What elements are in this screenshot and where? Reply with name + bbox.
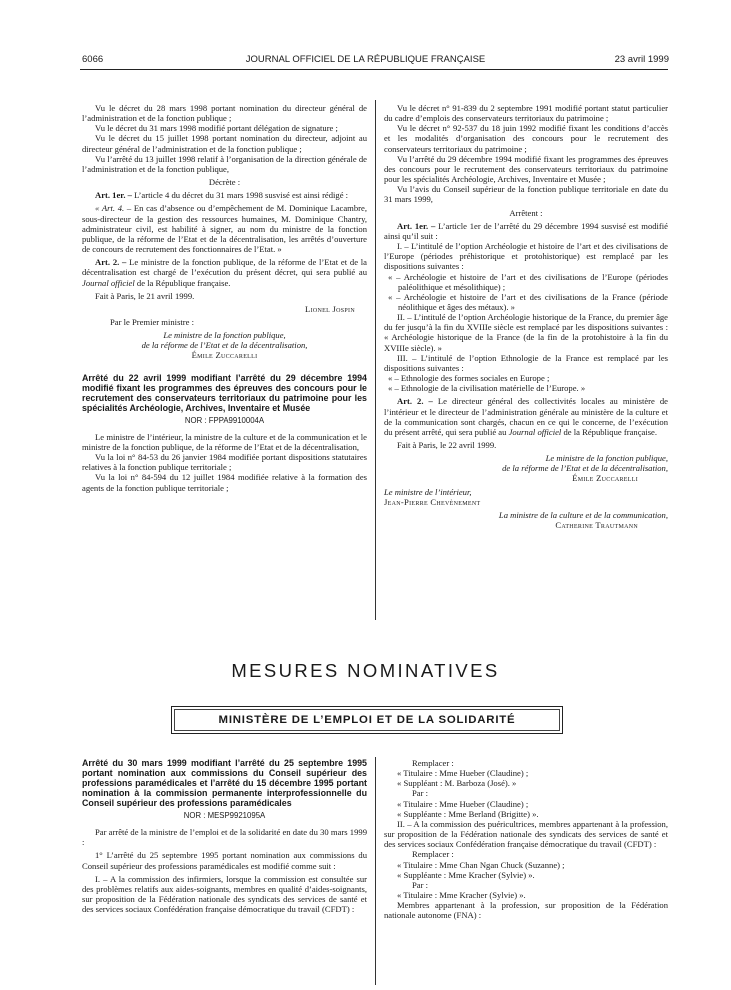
- article-label: Art. 1er. –: [397, 220, 436, 231]
- minister-title: Le ministre de la fonction publique,: [545, 453, 668, 464]
- remplacer-label: Remplacer :: [412, 758, 454, 768]
- paragraph: Vu le décret du 15 juillet 1998 portant nomination du directeur, adjoint au directeur général de l’administration et de la fonction publique ;: [82, 133, 367, 154]
- paragraph: Vu le décret n° 92-537 du 18 juin 1992 modifié fixant les conditions d’accès et les modalités d’organisation des concours pour le recrutement des conservateurs territoriaux du patrimoine ;: [384, 123, 668, 154]
- fait-a-paris: Fait à Paris, le 21 avril 1999.: [95, 290, 195, 301]
- signature: Émile Zuccarelli: [572, 473, 638, 484]
- right-column-bottom: [384, 758, 668, 921]
- paragraph: Le ministre de l’intérieur, la ministre de la culture et de la communication et le ministre de la fonction publique, de la réforme de l’Etat et de la décentralisation,: [82, 431, 367, 452]
- paragraph: Vu la loi n° 84-53 du 26 janvier 1984 modifiée portant dispositions statutaires relatives à la fonction publique territoriale ;: [82, 452, 367, 473]
- list-item: « – Archéologie et histoire de l’art et des civilisations de la France (période néolithique et âges des métaux). »: [388, 291, 668, 312]
- left-column-bottom: [82, 758, 367, 914]
- article-text: En cas d’absence ou d’empêchement de M. Dominique Lacambre, sous-directeur de la gestion des ressources humaines, M. Dominique Chantry, administrateur civil, est habilité à signer, au nom du ministre de la fonction publique, de la réforme de l’Etat et de la décentralisation, les arrêtés d’ouverture de concours de recrutement des fonctionnaires de l’Etat. »: [82, 203, 367, 255]
- list-item: « Suppléante : Mme Kracher (Sylvie) ».: [397, 869, 535, 880]
- paragraph: Vu l’arrêté du 29 décembre 1994 modifié fixant les programmes des épreuves des concours pour le recrutement des conservateurs territoriaux du patrimoine pour les spécialités Archéologie, Archives, Inventaire et Musée ;: [384, 153, 668, 185]
- signature: Lionel Jospin: [305, 303, 355, 314]
- nor-reference: NOR : FPPA9910004A: [184, 415, 265, 425]
- column-divider: [375, 757, 376, 985]
- paragraph: Vu la loi n° 84-594 du 12 juillet 1984 modifiée relative à la formation des agents de la fonction publique territoriale ;: [82, 472, 367, 493]
- section-heading: MESURES NOMINATIVES: [231, 660, 500, 681]
- list-item: « Titulaire : Mme Hueber (Claudine) ;: [397, 768, 529, 779]
- paragraph: I. – A la commission des infirmiers, lorsque la commission est consultée sur des problèmes relatifs aux aides-soignants, membres en qualité d’aides-soignants, sur proposition de la Fédération nationale des syndicats des services de santé et des services sociaux Confédération française démocratique du travail (CFDT) :: [82, 873, 367, 915]
- article-1: [82, 190, 367, 200]
- paragraph: II. – A la commission des puéricultrices, membres appartenant à la profession, sur proposition de la Fédération nationale des syndicats des services de santé et des services sociaux Confédération française démocratique du travail (CFDT) :: [384, 818, 668, 850]
- article-label: Art. 1er. –: [95, 190, 132, 201]
- list-item: « Titulaire : Mme Hueber (Claudine) ;: [397, 798, 529, 809]
- ministry-heading: MINISTÈRE DE L’EMPLOI ET DE LA SOLIDARITÉ: [174, 709, 560, 731]
- arrete-title: Arrêté du 30 mars 1999 modifiant l’arrêté du 25 septembre 1995 portant nomination aux commissions du Conseil supérieur des professions paramédicales et l’arrêté du 15 décembre 1995 portant nomination à la commission permanente interprofessionnelle du Conseil supérieur des professions paramédicales: [82, 758, 367, 808]
- arretent-heading: Arrêtent :: [509, 207, 543, 218]
- article-2: Art. 2. – Le directeur général des collectivités locales au ministère de l’intérieur et le directeur de l’administration générale au ministère de la culture et de la communication sont chargés, chacun en ce qui le concerne, de l’exécution du présent arrêté, qui sera publié au Journal officiel de la République française.: [384, 396, 668, 437]
- article-1: Art. 1er. – L’article 1er de l’arrêté du 29 décembre 1994 susvisé est modifié ainsi qu’il suit :: [384, 220, 668, 241]
- par-le-premier-ministre: Par le Premier ministre :: [110, 316, 195, 327]
- issue-date: 23 avril 1999: [614, 54, 669, 65]
- list-item: « Suppléante : Mme Berland (Brigitte) ».: [397, 808, 539, 819]
- paragraph: Membres appartenant à la profession, sur proposition de la Fédération nationale autonome (FNA) :: [384, 900, 668, 921]
- paragraph: Vu le décret du 31 mars 1998 modifié portant délégation de signature ;: [95, 123, 338, 134]
- list-item: « – Ethnologie de la civilisation matérielle de l’Europe. »: [388, 383, 586, 394]
- paragraph: 1° L’arrêté du 25 septembre 1995 portant nomination aux commissions du Conseil supérieur des professions paramédicales est modifié comme suit :: [82, 850, 367, 871]
- article-label: Art. 2. –: [397, 396, 433, 407]
- paragraph: Par arrêté de la ministre de l’emploi et de la solidarité en date du 30 mars 1999 :: [82, 827, 367, 848]
- paragraph: Vu l’arrêté du 13 juillet 1998 relatif à l’organisation de la direction générale de l’administration et de la fonction publique,: [82, 153, 367, 174]
- left-column-top: [82, 103, 367, 493]
- header-rule: [80, 69, 668, 70]
- par-label: Par :: [412, 879, 428, 890]
- list-item: « Suppléant : M. Barboza (José). »: [397, 778, 517, 789]
- remplacer-label: Remplacer :: [412, 849, 454, 860]
- journal-title: JOURNAL OFFICIEL DE LA RÉPUBLIQUE FRANÇAISE: [245, 54, 486, 65]
- list-item: « Titulaire : Mme Chan Ngan Chuck (Suzanne) ;: [397, 859, 565, 870]
- list-item: « – Archéologie et histoire de l’art et des civilisations de l’Europe (périodes paléolithique et mésolithique) ;: [388, 271, 668, 292]
- column-divider: [375, 100, 376, 620]
- decrete-heading: Décrète :: [208, 177, 241, 188]
- signature: Jean-Pierre Chevènement: [384, 496, 481, 507]
- paragraph: II. – L’intitulé de l’option Archéologie historique de la France, du premier âge du fer jusqu’à la fin du XVIIIe siècle est remplacé par les dispositions suivantes : « Archéologie historique de la France (de la fin de la protohistoire à la fin du XVIIIe siècle). »: [384, 312, 668, 353]
- article-label: « Art. 4. –: [95, 203, 132, 214]
- paragraph: I. – L’intitulé de l’option Archéologie et histoire de l’art et des civilisations de l’Europe (périodes préhistorique et protohistorique) est remplacé par les dispositions suivantes :: [384, 241, 668, 272]
- minister-title: Le ministre de la fonction publique,: [163, 330, 286, 341]
- list-item: « – Ethnologie des formes sociales en Europe ;: [388, 373, 550, 384]
- arrete-title: Arrêté du 22 avril 1999 modifiant l’arrêté du 29 décembre 1994 modifié fixant les programmes des épreuves des concours pour le recrutement des conservateurs territoriaux du patrimoine pour les spécialités Archéologie, Archives, Inventaire et Musée: [82, 372, 367, 413]
- minister-title: de la réforme de l’Etat et de la décentralisation,: [141, 340, 308, 351]
- list-item: « Titulaire : Mme Kracher (Sylvie) ».: [397, 890, 526, 901]
- minister-title: Le ministre de l’intérieur,: [384, 486, 472, 497]
- article-4-quote: [82, 203, 367, 254]
- fait-a-paris: Fait à Paris, le 22 avril 1999.: [397, 440, 497, 450]
- article-2: Art. 2. – Le ministre de la fonction publique, de la réforme de l’Etat et de la décentralisation est chargé de l’exécution du présent décret, qui sera publié au Journal officiel de la République française.: [82, 257, 368, 288]
- minister-title: de la réforme de l’Etat et de la décentralisation,: [502, 463, 668, 474]
- article-label: Art. 2. –: [95, 257, 127, 268]
- article-text: L’article 4 du décret du 31 mars 1998 susvisé est ainsi rédigé :: [134, 190, 349, 201]
- paragraph: Vu le décret n° 91-839 du 2 septembre 1991 modifié portant statut particulier du cadre d’emplois des conservateurs territoriaux du patrimoine ;: [384, 103, 668, 124]
- paragraph: Vu le décret du 28 mars 1998 portant nomination du directeur général de l’administration et de la fonction publique ;: [82, 103, 367, 124]
- right-column-top: [384, 103, 668, 530]
- minister-title: La ministre de la culture et de la communication,: [498, 509, 668, 520]
- paragraph: Vu l’avis du Conseil supérieur de la fonction publique territoriale en date du 31 mars 1999,: [384, 184, 668, 205]
- nor-reference: NOR : MESP9921095A: [183, 811, 266, 820]
- par-label: Par :: [412, 788, 428, 799]
- signature: Émile Zuccarelli: [191, 350, 258, 361]
- page-number: 6066: [82, 54, 104, 65]
- ministry-box: [171, 706, 563, 734]
- signature: Catherine Trautmann: [555, 520, 638, 531]
- paragraph: III. – L’intitulé de l’option Ethnologie de la France est remplacé par les dispositions suivantes :: [384, 352, 668, 373]
